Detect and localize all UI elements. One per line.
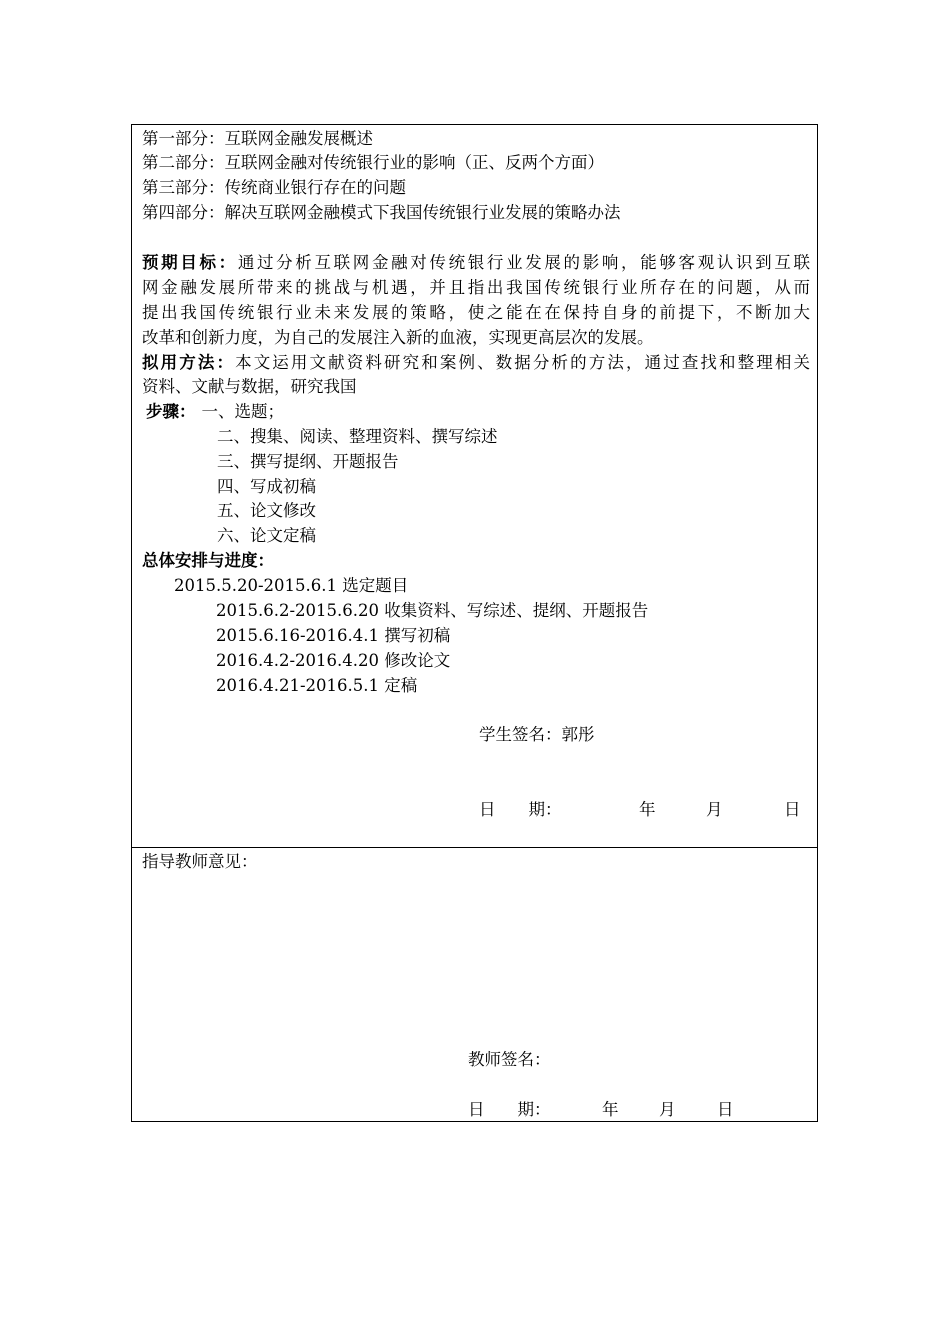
goal-line-2: 网金融发展所带来的挑战与机遇，并且指出我国传统银行业所存在的问题，从而 bbox=[142, 278, 810, 297]
advisor-signature: 教师签名： bbox=[468, 1050, 551, 1069]
goal-label: 预期目标： bbox=[142, 253, 238, 272]
goal-line-3: 提出我国传统银行业未来发展的策略，使之能在在保持自身的前提下，不断加大 bbox=[142, 303, 810, 322]
advisor-date-month: 月 bbox=[659, 1100, 676, 1119]
method-line-2: 资料、文献与数据，研究我国 bbox=[142, 377, 357, 396]
goal-line-1: 预期目标：通过分析互联网金融对传统银行业发展的影响，能够客观认识到互联 bbox=[142, 253, 811, 272]
steps-line-1: 步骤： 一、选题； bbox=[146, 402, 284, 421]
student-date-day: 日 bbox=[784, 800, 801, 819]
goal-line-4: 改革和创新力度，为自己的发展注入新的血液，实现更高层次的发展。 bbox=[142, 328, 654, 347]
schedule-item-2: 2015.6.2-2015.6.20 收集资料、写综述、提纲、开题报告 bbox=[216, 601, 649, 620]
step-item-6: 六、论文定稿 bbox=[217, 526, 316, 545]
schedule-item-4: 2016.4.2-2016.4.20 修改论文 bbox=[216, 651, 451, 670]
advisor-date-day: 日 bbox=[717, 1100, 734, 1119]
step-item-5: 五、论文修改 bbox=[217, 501, 316, 520]
step-item-4: 四、写成初稿 bbox=[217, 477, 316, 496]
schedule-label: 总体安排与进度： bbox=[142, 551, 274, 570]
advisor-opinion-label: 指导教师意见： bbox=[142, 852, 258, 871]
method-label: 拟用方法： bbox=[142, 353, 236, 372]
outline-part-3: 第三部分：传统商业银行存在的问题 bbox=[142, 178, 406, 197]
advisor-date-label: 日 期： bbox=[468, 1100, 551, 1119]
student-signature: 学生签名：郭彤 bbox=[479, 725, 595, 744]
schedule-item-3: 2015.6.16-2016.4.1 撰写初稿 bbox=[216, 626, 451, 645]
outline-part-1: 第一部分：互联网金融发展概述 bbox=[142, 129, 373, 148]
step-item-2: 二、搜集、阅读、整理资料、撰写综述 bbox=[217, 427, 498, 446]
outline-part-2: 第二部分：互联网金融对传统银行业的影响（正、反两个方面） bbox=[142, 153, 604, 172]
student-date-month: 月 bbox=[706, 800, 723, 819]
advisor-date-year: 年 bbox=[602, 1100, 619, 1119]
method-line-1: 拟用方法：本文运用文献资料研究和案例、数据分析的方法，通过查找和整理相关 bbox=[142, 353, 811, 372]
step-item-3: 三、撰写提纲、开题报告 bbox=[217, 452, 399, 471]
advisor-opinion-box bbox=[131, 847, 818, 1122]
student-date-label: 日 期： bbox=[479, 800, 562, 819]
student-date-year: 年 bbox=[639, 800, 656, 819]
schedule-item-1: 2015.5.20-2015.6.1 选定题目 bbox=[174, 576, 409, 595]
outline-part-4: 第四部分：解决互联网金融模式下我国传统银行业发展的策略办法 bbox=[142, 203, 621, 222]
steps-label: 步骤： bbox=[146, 402, 196, 421]
schedule-item-5: 2016.4.21-2016.5.1 定稿 bbox=[216, 676, 418, 695]
